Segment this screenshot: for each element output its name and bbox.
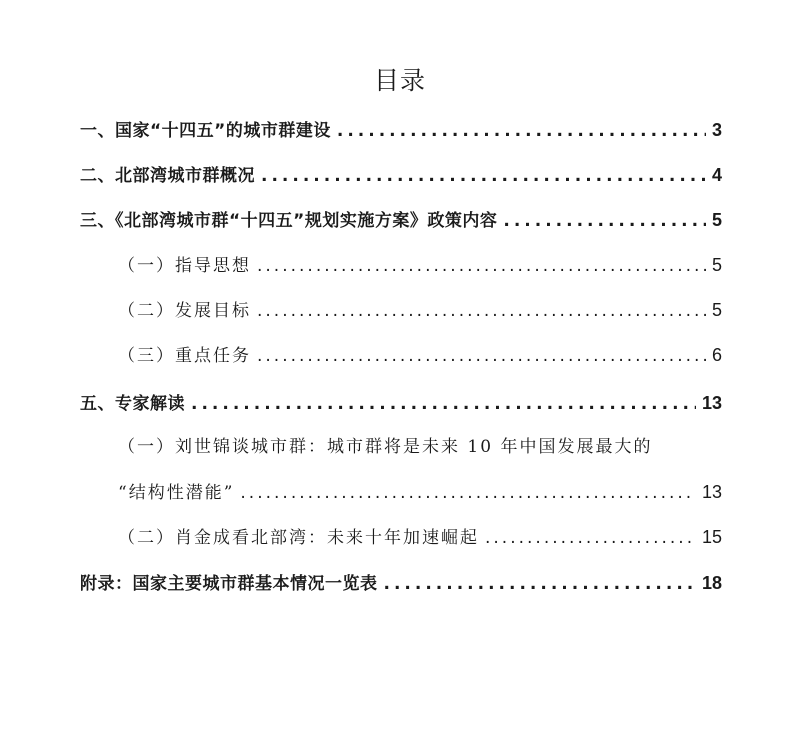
toc-entry-text: 三、《北部湾城市群“十四五”规划实施方案》政策内容 bbox=[80, 211, 498, 231]
toc-entry-text: （二）肖金成看北部湾：未来十年加速崛起 bbox=[118, 528, 479, 548]
toc-page-number: 18 bbox=[701, 573, 722, 593]
toc-entry-section-2[interactable] bbox=[80, 160, 722, 190]
toc-page-number: 4 bbox=[711, 165, 722, 185]
toc-page-number: 5 bbox=[711, 300, 722, 320]
toc-leader-dots bbox=[257, 296, 706, 326]
toc-entry-section-3-3[interactable] bbox=[118, 340, 722, 370]
toc-entry-section-3[interactable] bbox=[80, 205, 722, 235]
toc-leader-dots bbox=[257, 341, 706, 371]
toc-entry-text: “结构性潜能” bbox=[118, 483, 235, 503]
toc-entry-section-5-2[interactable] bbox=[118, 522, 722, 552]
toc-entry-section-5-1-line-1[interactable] bbox=[118, 432, 722, 462]
toc-leader-dots bbox=[261, 161, 706, 191]
toc-entry-appendix[interactable] bbox=[80, 568, 722, 598]
toc-entry-text: 附录：国家主要城市群基本情况一览表 bbox=[80, 574, 378, 594]
toc-entry-section-5-1-line-2[interactable] bbox=[118, 477, 722, 507]
toc-page-number: 5 bbox=[711, 210, 722, 230]
toc-leader-dots bbox=[191, 389, 696, 419]
toc-leader-dots bbox=[503, 206, 706, 236]
toc-entry-text: （一）刘世锦谈城市群：城市群将是未来 10 年中国发展最大的 bbox=[118, 437, 653, 457]
toc-leader-dots bbox=[257, 251, 706, 281]
toc-entry-text: （三）重点任务 bbox=[118, 346, 251, 366]
toc-entry-text: （二）发展目标 bbox=[118, 301, 251, 321]
toc-entry-section-1[interactable] bbox=[80, 115, 722, 145]
toc-title: 目录 bbox=[373, 66, 426, 95]
toc-page-number: 5 bbox=[711, 255, 722, 275]
toc-entry-text: （一）指导思想 bbox=[118, 256, 251, 276]
toc-leader-dots bbox=[337, 116, 706, 146]
toc-leader-dots bbox=[240, 478, 696, 508]
toc-page-number: 15 bbox=[701, 527, 722, 547]
toc-entry-section-5[interactable] bbox=[80, 388, 722, 418]
toc-page-number: 13 bbox=[701, 482, 722, 502]
toc-page-number: 3 bbox=[711, 120, 722, 140]
toc-entry-text: 一、国家“十四五”的城市群建设 bbox=[80, 121, 331, 141]
toc-entry-section-3-1[interactable] bbox=[118, 250, 722, 280]
toc-entry-text: 二、北部湾城市群概况 bbox=[80, 166, 255, 186]
toc-entry-text: 五、专家解读 bbox=[80, 394, 185, 414]
toc-leader-dots bbox=[485, 523, 696, 553]
toc-leader-dots bbox=[384, 569, 696, 599]
toc-entry-section-3-2[interactable] bbox=[118, 295, 722, 325]
toc-page-number: 13 bbox=[701, 393, 722, 413]
toc-page-number: 6 bbox=[711, 345, 722, 365]
